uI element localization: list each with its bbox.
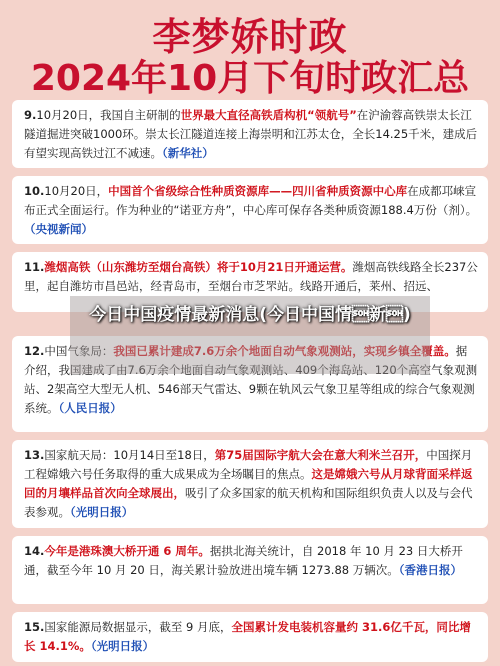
item-highlight: 这是嫦娥六号从月球背面采样返回的月壤样品首次向全球展出，: [24, 467, 473, 500]
item-highlight: 中国首个省级综合性种质资源库——四川省种质资源中心库: [108, 184, 408, 198]
item-source: （人民日报）: [58, 401, 122, 415]
item-text: 吸引了众多国家的航天机构和国际组织负责人以及与会代表参观。: [24, 486, 473, 519]
item-source: （香港日报）: [398, 563, 463, 577]
item-text: 中国探月工程嫦娥六号任务取得的重大成果成为全场瞩目的焦点。: [24, 448, 473, 481]
item-text: 在沪渝蓉高铁崇太长江隧道掘进突破1000环。崇太长江隧道连接上海崇明和江苏太仓，全长14.25千米，建成后有望实现高铁过江不减速。: [24, 108, 478, 160]
item-number: 12.: [24, 344, 45, 358]
news-card-13: [12, 440, 488, 528]
item-text: 10月20日，我国自主研制的: [36, 108, 181, 122]
item-text: 国家能源局数据显示，截至 9 月底，: [44, 620, 232, 634]
news-card-10: [12, 176, 488, 244]
item-text: 中国气象局：: [44, 344, 114, 358]
news-card-9: [12, 100, 488, 168]
page-subtitle: 2024年10月下旬时政汇总: [30, 58, 470, 99]
item-text: 在成都邛崃宣布正式全面运行。作为种业的“诺亚方舟”，中心库可保存各类种质资源188.4万份（剂）。: [24, 184, 478, 217]
item-number: 11.: [24, 260, 45, 274]
item-text: 10月20日，: [44, 184, 109, 198]
item-highlight: 第75届国际宇航大会在意大利米兰召开，: [214, 448, 427, 462]
item-highlight: 世界最大直径高铁盾构机“领航号”: [180, 108, 357, 122]
item-number: 15.: [24, 620, 45, 634]
item-text: 据拱北海关统计，自 2018 年 10 月 23 日大桥开通，截至今年 10 月 20 日，海关累计验放进出境车辆 1273.88 万辆次。: [24, 544, 463, 577]
item-highlight: 潍烟高铁（山东潍坊至烟台高铁）将于10月21日开通运营。: [44, 260, 353, 274]
news-card-15: [12, 612, 488, 662]
item-text: 潍烟高铁线路全长237公里，起自潍坊市昌邑站，经青岛市，至烟台市芝罘站。线路开通后，莱州、招远、: [24, 260, 478, 293]
item-source: （新华社）: [162, 146, 214, 160]
news-card-14: [12, 536, 488, 604]
overlay-caption: 今日中国疫情最新消息(今日中国情新): [89, 305, 411, 325]
item-number: 9.: [24, 108, 37, 122]
item-text: 据介绍，我国建成了由7.6万余个地面自动气象观测站、409个海岛站、120个高空气象观测站、2架高空大型无人机、546部天气雷达、9颗在轨风云气象卫星等组成的综合气象观测系统。: [24, 344, 478, 415]
item-highlight: 今年是港珠澳大桥开通 6 周年。: [44, 544, 210, 558]
header: [0, 0, 500, 100]
item-source: （光明日报）: [70, 505, 134, 519]
item-highlight: 全国累计发电装机容量约 31.6亿千瓦，同比增长 14.1%。: [24, 620, 471, 653]
item-source: （光明日报）: [90, 639, 155, 653]
item-text: 国家航天局：10月14日至18日，: [44, 448, 215, 462]
item-source: （央视新闻）: [24, 222, 93, 236]
item-highlight: 我国已累计建成7.6万余个地面自动气象观测站，实现乡镇全覆盖。: [113, 344, 456, 358]
item-number: 13.: [24, 448, 45, 462]
item-number: 14.: [24, 544, 45, 558]
page-title: 李梦娇时政: [152, 15, 348, 59]
item-number: 10.: [24, 184, 45, 198]
